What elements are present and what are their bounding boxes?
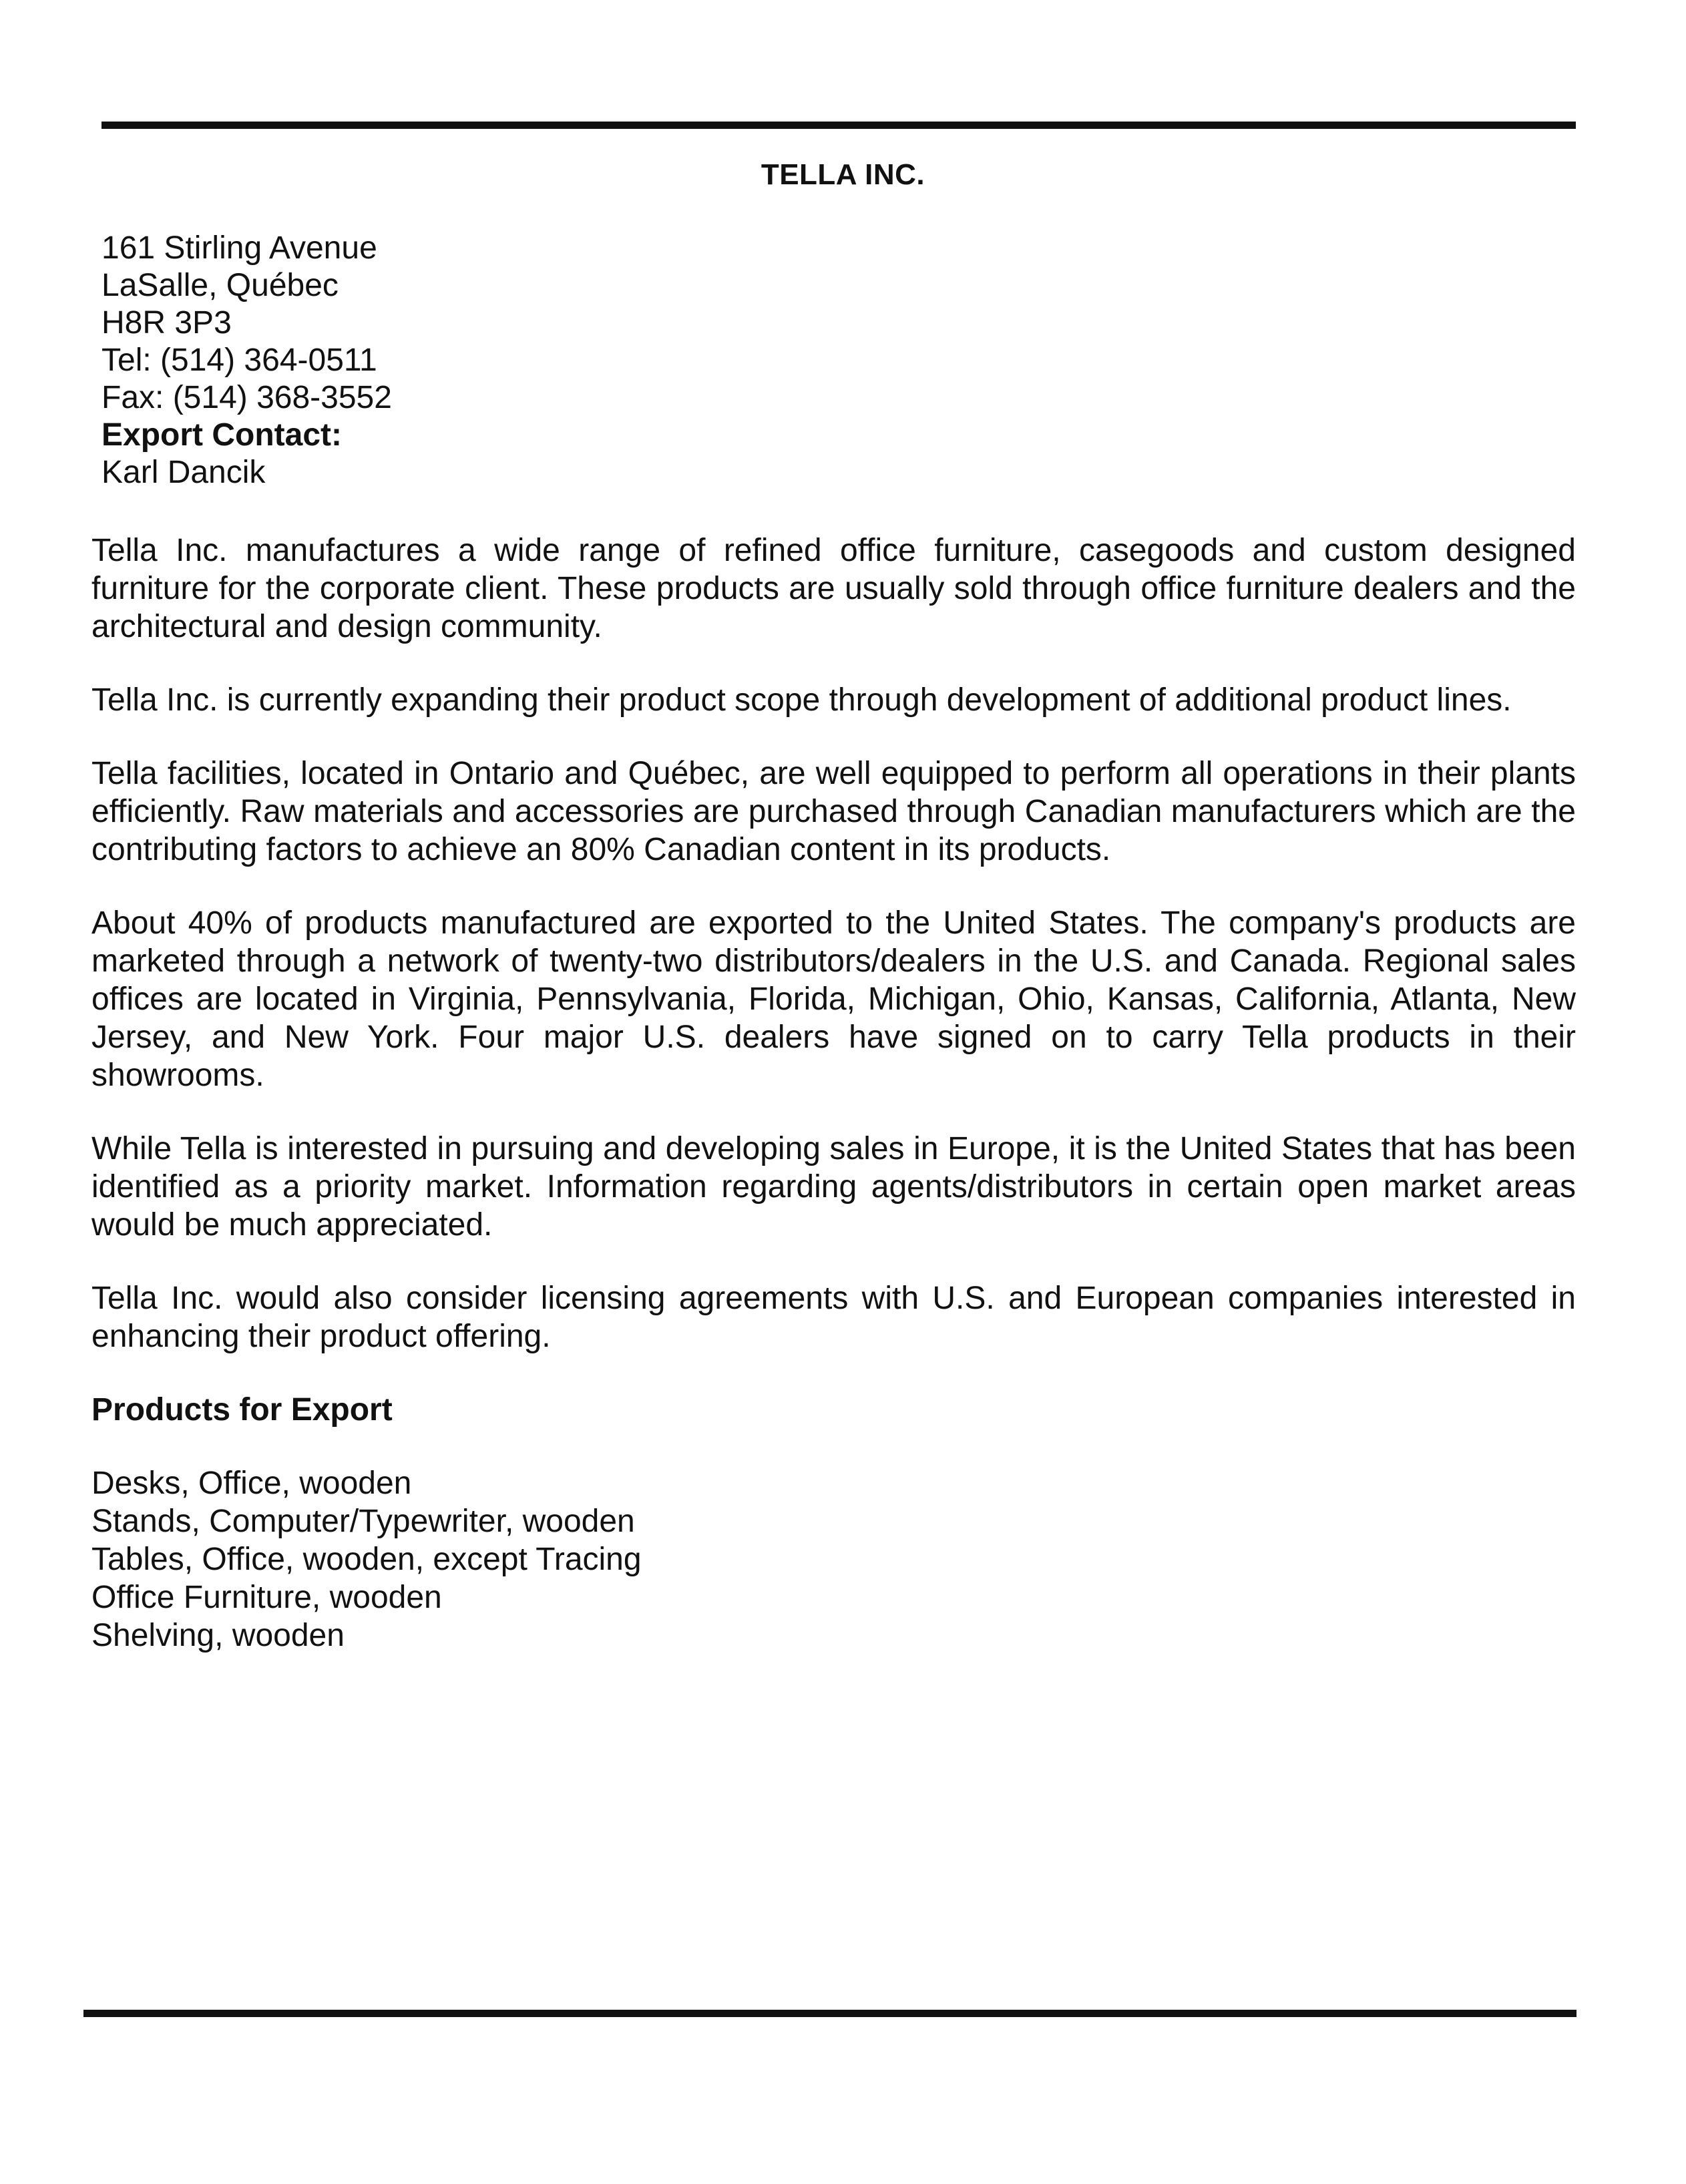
bottom-rule [83, 2010, 1576, 2017]
address-street: 161 Stirling Avenue [101, 230, 377, 266]
paragraph-expansion: Tella Inc. is currently expanding their product scope through development of additional product lines. [91, 682, 1512, 718]
product-item: Tables, Office, wooden, except Tracing [91, 1542, 642, 1577]
top-rule [101, 122, 1576, 129]
export-contact-name: Karl Dancik [101, 455, 266, 490]
company-title: TELLA INC. [761, 158, 925, 191]
address-block [101, 230, 392, 491]
paragraph-facilities: Tella facilities, located in Ontario and Québec, are well equipped to perform all operations in their plants efficiently. Raw materials and accessories are purchased through Canadian manufacturers which are the contributing factors to achieve an 80% Canadian content in its products. [91, 756, 1576, 867]
products-list [91, 1464, 1576, 1655]
product-item: Desks, Office, wooden [91, 1466, 412, 1501]
products-heading: Products for Export [91, 1392, 393, 1428]
paragraph-markets: While Tella is interested in pursuing and developing sales in Europe, it is the United States that has been identified as a priority market. Information regarding agents/distributors in certain open market areas would be much appreciated. [91, 1131, 1576, 1243]
address-city: LaSalle, Québec [101, 268, 339, 303]
product-item: Shelving, wooden [91, 1618, 345, 1653]
document-body [91, 531, 1576, 1655]
address-fax: Fax: (514) 368-3552 [101, 380, 392, 415]
paragraph-exports: About 40% of products manufactured are exported to the United States. The company's products are marketed through a network of twenty-two distributors/dealers in the U.S. and Canada. Regional sales offices are located in Virginia, Pennsylvania, Florida, Michigan, Ohio, Kansas, California, Atlanta, New Jersey, and New York. Four major U.S. dealers have signed on to carry Tella products in their showrooms. [91, 905, 1576, 1093]
address-postal-code: H8R 3P3 [101, 305, 232, 341]
address-telephone: Tel: (514) 364-0511 [101, 343, 377, 378]
paragraph-overview: Tella Inc. manufactures a wide range of refined office furniture, casegoods and custom designed furniture for the corporate client. These products are usually sold through office furniture dealers and the architectural and design community. [91, 533, 1576, 644]
export-contact-label: Export Contact: [101, 417, 342, 453]
product-item: Stands, Computer/Typewriter, wooden [91, 1504, 635, 1539]
paragraph-licensing: Tella Inc. would also consider licensing agreements with U.S. and European companies interested in enhancing their product offering. [91, 1281, 1576, 1354]
product-item: Office Furniture, wooden [91, 1580, 442, 1615]
